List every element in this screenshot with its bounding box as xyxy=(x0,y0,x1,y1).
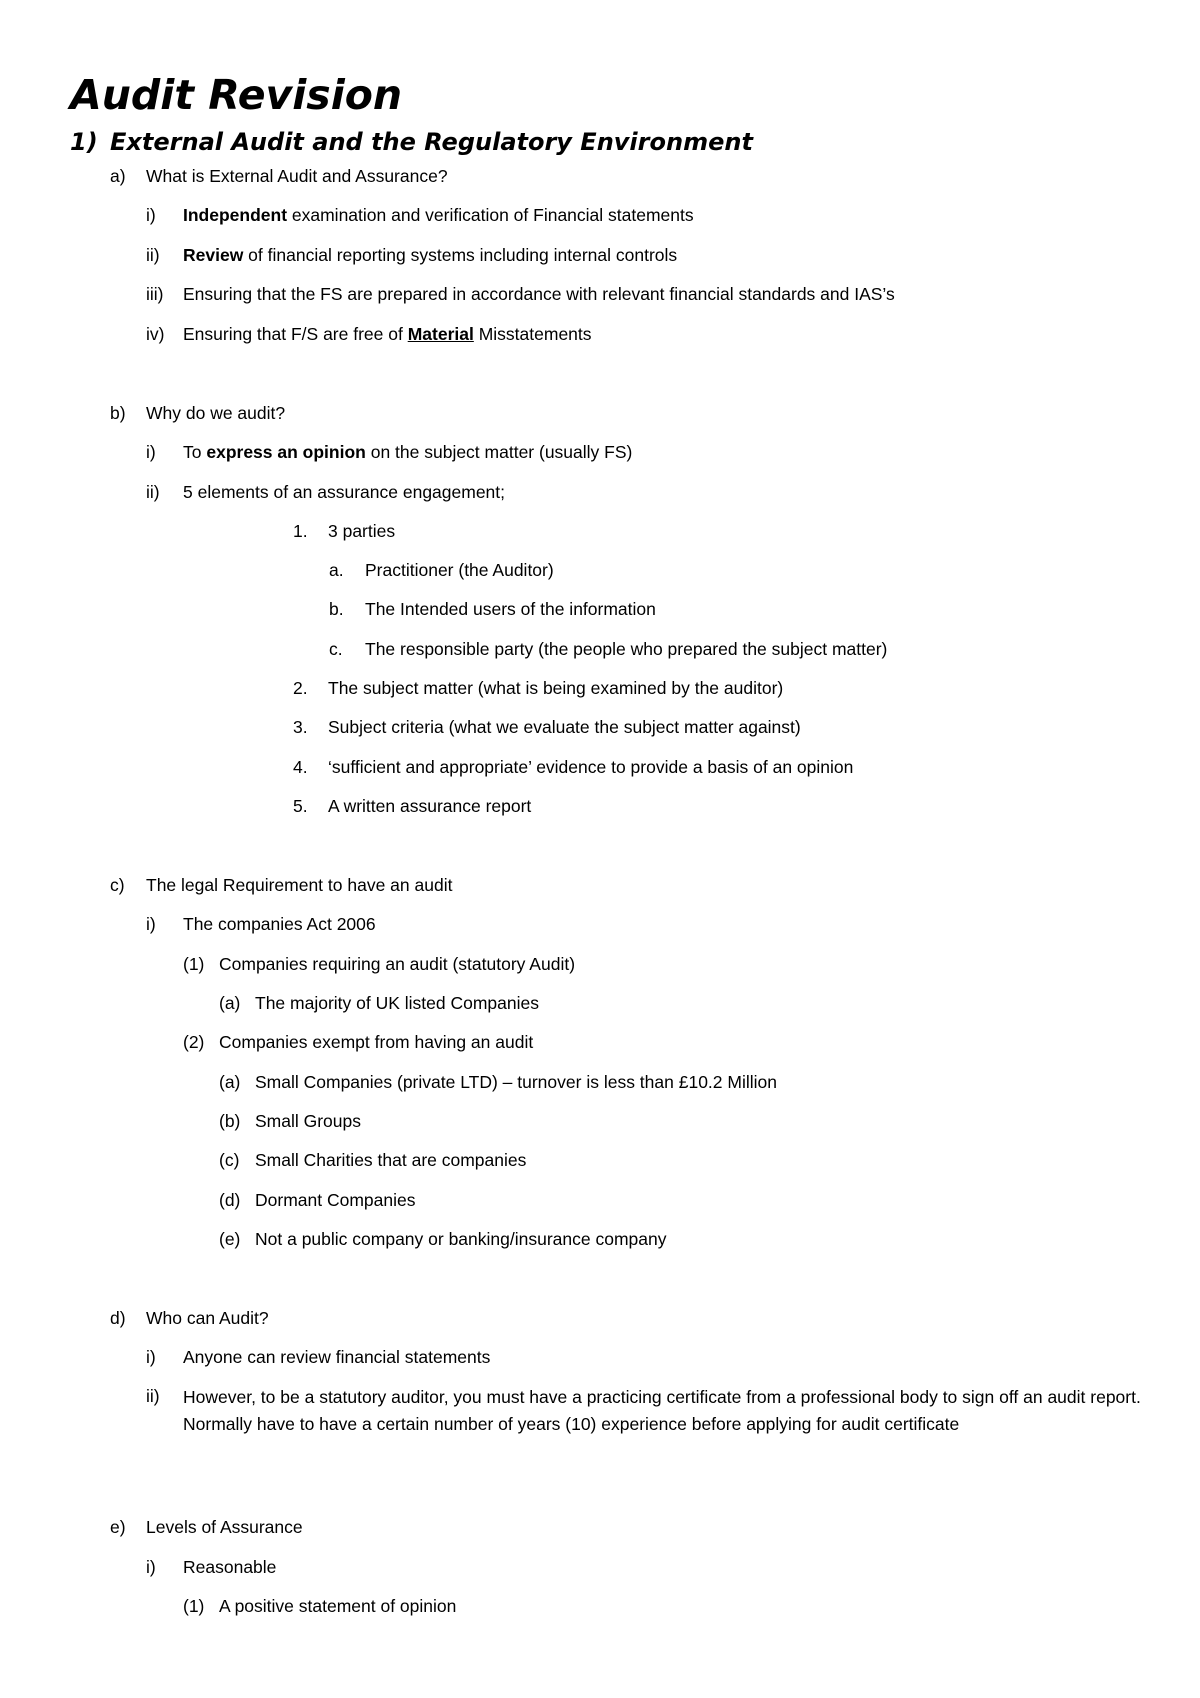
element-item-3 xyxy=(0,715,1200,739)
list-text: Small Groups xyxy=(255,1111,362,1131)
party-item-a xyxy=(0,558,1200,582)
list-item-d-ii xyxy=(0,1384,1200,1464)
list-marker: (e) xyxy=(219,1229,241,1249)
element-item-5 xyxy=(0,794,1200,818)
list-text: Levels of Assurance xyxy=(146,1517,303,1537)
element-item-2 xyxy=(0,676,1200,700)
bold-term: express an opinion xyxy=(206,442,366,462)
list-text: examination and verification of Financial statements xyxy=(287,205,694,225)
list-marker: (1) xyxy=(183,1596,205,1616)
list-text: Dormant Companies xyxy=(255,1190,416,1210)
bold-term: Review xyxy=(183,245,244,265)
list-item-b-ii xyxy=(0,480,1200,504)
list-marker: a) xyxy=(110,166,126,186)
list-text: Who can Audit? xyxy=(146,1308,269,1328)
list-marker: i) xyxy=(146,914,156,934)
list-marker: i) xyxy=(146,1557,156,1577)
list-marker: (1) xyxy=(183,954,205,974)
list-item-c-i xyxy=(0,912,1200,936)
list-marker: c) xyxy=(110,875,125,895)
list-item-a-iii xyxy=(0,282,1200,306)
list-text: Companies requiring an audit (statutory Audit) xyxy=(219,954,576,974)
list-marker: (a) xyxy=(219,993,241,1013)
list-item-a-i xyxy=(0,203,1200,227)
list-item-e-i xyxy=(0,1555,1200,1579)
document-title: Audit Revision xyxy=(70,71,403,119)
list-marker: 1. xyxy=(293,521,308,541)
emphasis-term: Material xyxy=(407,324,474,344)
list-text: 5 elements of an assurance engagement; xyxy=(183,482,506,502)
list-item-b-i xyxy=(0,440,1200,464)
exemption-subitem xyxy=(0,1148,1200,1172)
list-marker: b) xyxy=(110,403,126,423)
list-text: 3 parties xyxy=(328,521,396,541)
list-text: Ensuring that F/S are free of xyxy=(183,324,408,344)
list-marker: d) xyxy=(110,1308,126,1328)
list-item-e-i-1 xyxy=(0,1594,1200,1618)
section-number: 1) xyxy=(70,128,98,156)
list-text: Ensuring that the FS are prepared in accordance with relevant financial standards and IAS’s xyxy=(183,284,895,304)
list-text: Subject criteria (what we evaluate the subject matter against) xyxy=(328,717,801,737)
list-marker: ii) xyxy=(146,245,160,265)
list-item-a-iv xyxy=(0,322,1200,346)
list-item-b xyxy=(0,401,1200,425)
list-marker: i) xyxy=(146,442,156,462)
list-marker: ii) xyxy=(146,482,160,502)
list-item-e xyxy=(0,1515,1200,1539)
exemption-subitem xyxy=(0,1070,1200,1094)
list-text: The responsible party (the people who prepared the subject matter) xyxy=(365,639,888,659)
list-marker: 3. xyxy=(293,717,308,737)
list-text: To xyxy=(183,442,207,462)
list-text: Anyone can review financial statements xyxy=(183,1347,491,1367)
list-text: Misstatements xyxy=(473,324,592,344)
list-text: What is External Audit and Assurance? xyxy=(146,166,448,186)
list-text: of financial reporting systems including internal controls xyxy=(243,245,678,265)
list-text: Practitioner (the Auditor) xyxy=(365,560,554,580)
list-item-a xyxy=(0,164,1200,188)
list-marker: (c) xyxy=(219,1150,240,1170)
list-text: A written assurance report xyxy=(328,796,532,816)
list-marker: i) xyxy=(146,1347,156,1367)
list-marker: b. xyxy=(329,599,344,619)
list-text: The companies Act 2006 xyxy=(183,914,376,934)
section-title: External Audit and the Regulatory Environment xyxy=(110,128,753,156)
bold-term: Independent xyxy=(183,205,288,225)
list-text: ‘sufficient and appropriate’ evidence to provide a basis of an opinion xyxy=(328,757,854,777)
list-text: A positive statement of opinion xyxy=(219,1596,457,1616)
list-text: However, to be a statutory auditor, you must have a practicing certificate from a professional body to sign off an audit report. Normally have to have a certain number of years (10) experience before applying for audit certificate xyxy=(183,1387,1141,1434)
party-item-c xyxy=(0,637,1200,661)
list-marker: (b) xyxy=(219,1111,241,1131)
element-item-1 xyxy=(0,519,1200,543)
requirement-item xyxy=(0,952,1200,976)
list-marker: a. xyxy=(329,560,344,580)
element-item-4 xyxy=(0,755,1200,779)
list-item-d-i xyxy=(0,1345,1200,1369)
list-marker: ii) xyxy=(146,1386,160,1406)
section-heading xyxy=(70,126,753,158)
list-marker: e) xyxy=(110,1517,126,1537)
list-marker: (a) xyxy=(219,1072,241,1092)
list-text: Reasonable xyxy=(183,1557,277,1577)
list-text: on the subject matter (usually FS) xyxy=(365,442,633,462)
list-marker: iii) xyxy=(146,284,164,304)
list-marker: 5. xyxy=(293,796,308,816)
exemption-subitem xyxy=(0,1188,1200,1212)
list-marker: (d) xyxy=(219,1190,241,1210)
list-marker: c. xyxy=(329,639,343,659)
list-marker: i) xyxy=(146,205,156,225)
list-marker: iv) xyxy=(146,324,165,344)
list-item-a-ii xyxy=(0,243,1200,267)
list-item-d xyxy=(0,1306,1200,1330)
list-text: The Intended users of the information xyxy=(365,599,656,619)
list-text: Companies exempt from having an audit xyxy=(219,1032,534,1052)
party-item-b xyxy=(0,597,1200,621)
list-text: Why do we audit? xyxy=(146,403,286,423)
list-text: Small Charities that are companies xyxy=(255,1150,527,1170)
list-marker: 2. xyxy=(293,678,308,698)
exemption-item xyxy=(0,1030,1200,1054)
list-item-c xyxy=(0,873,1200,897)
exemption-subitem xyxy=(0,1227,1200,1251)
exemption-subitem xyxy=(0,1109,1200,1133)
list-text: Small Companies (private LTD) – turnover is less than £10.2 Million xyxy=(255,1072,777,1092)
list-text: Not a public company or banking/insurance company xyxy=(255,1229,667,1249)
requirement-subitem xyxy=(0,991,1200,1015)
list-text: The legal Requirement to have an audit xyxy=(146,875,453,895)
list-marker: 4. xyxy=(293,757,308,777)
list-marker: (2) xyxy=(183,1032,205,1052)
list-text: The majority of UK listed Companies xyxy=(255,993,539,1013)
list-text: The subject matter (what is being examined by the auditor) xyxy=(328,678,784,698)
